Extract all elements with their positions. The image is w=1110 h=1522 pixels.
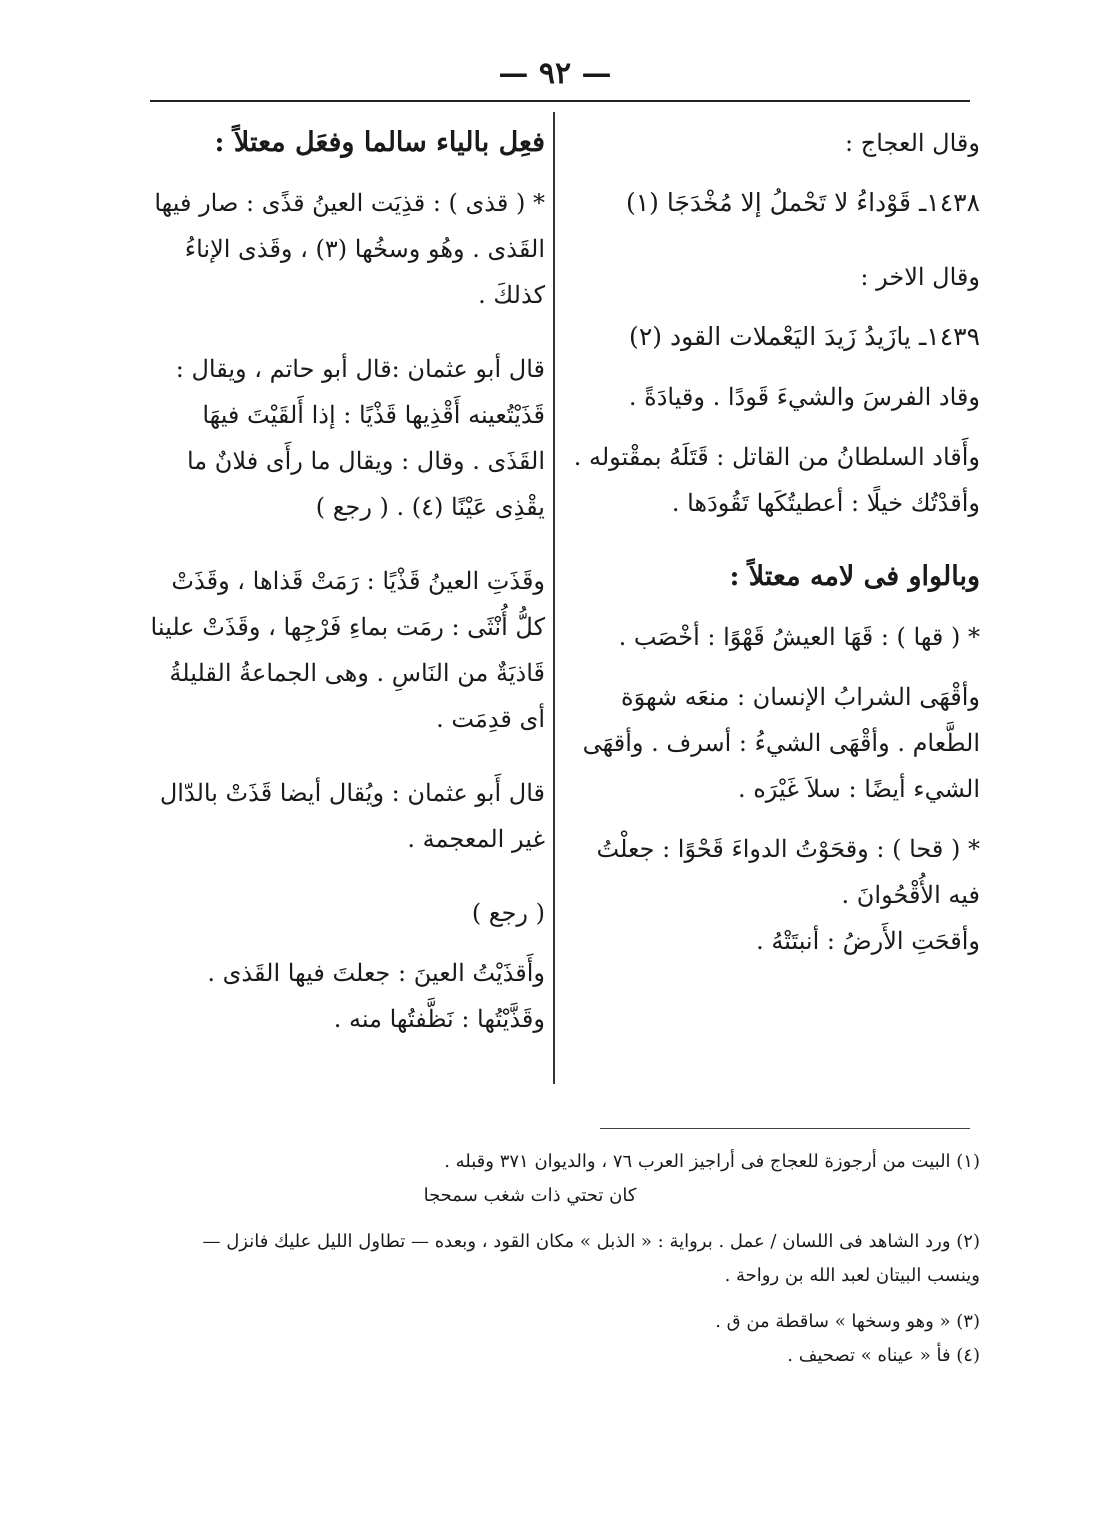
footnote-2: (٢) ورد الشاهد فى اللسان / عمل . برواية : « الذبل » مكان القود ، وبعده — تطاول الليل عليك فانزل — وينسب البيتان لعبد الله بن رواحة . xyxy=(202,1231,980,1286)
header-rule xyxy=(150,100,970,102)
paragraph: ( رجع ) xyxy=(471,899,545,927)
paragraph: وأَقاد السلطانُ من القاتل : قَتَلَهُ بمقْتوله . وأقدْتُك خيلًا : أعطيتُكَها تَقُودَها . xyxy=(573,443,980,517)
verse-1439: ١٤٣٩ـ يازَيدُ زَيدَ اليَعْملات القود (٢) xyxy=(629,322,980,351)
paragraph: وقاد الفرسَ والشيءَ قَودًا . وقيادَةً . xyxy=(628,383,980,411)
verse-1438: ١٤٣٨ـ قَوْداءُ لا تَحْملُ إلا مُخْدَجَا (١) xyxy=(625,188,980,217)
paragraph: قال أبو عثمان :قال أبو حاتم ، ويقال : قَذَيْتُعينه أَقْذِيها قَذْيًا : إذا أَلقَيْتَ فيهَا القَذَى . وقال : ويقال ما رأَى فلانٌ ما يقْذِى عَيْنًا (٤) . ( رجع ) xyxy=(175,355,545,521)
footnote-1: (١) البيت من أرجوزة للعجاج فى أراجيز العرب ٧٦ ، والديوان ٣٧١ وقبله . xyxy=(444,1151,980,1172)
right-column xyxy=(572,120,980,964)
paragraph: قال أَبو عثمان : ويُقال أيضا قَذَتْ بالدّال غير المعجمة . xyxy=(159,779,545,853)
footnotes xyxy=(170,1145,980,1373)
paragraph: وقال الاخر : xyxy=(860,263,980,291)
paragraph: وقَذَتِ العينُ قَذْيًا : رَمَتْ قَذاها ، وقَذَتْ كلُّ أُنْثَى : رمَت بماءِ فَرْجِها ، وقَذَتْ علينا قَاذيَةٌ من النَاسِ . وهى الجماعةُ القليلةُ أى قدِمَت . xyxy=(150,567,545,733)
footnote-4: (٤) فأ « عيناه » تصحيف . xyxy=(787,1345,980,1366)
paragraph: وأقحَتِ الأَرضُ : أنبتَتْهُ . xyxy=(756,927,980,955)
entry-qaha2: * ( قحا ) : وقحَوْتُ الدواءَ قَحْوًا : جعلْتُ فيه الأُقْحُوانَ . xyxy=(596,835,980,909)
paragraph: وقال العجاج : xyxy=(844,129,980,157)
footnote-3: (٣) « وهو وسخها » ساقطة من ق . xyxy=(715,1311,980,1332)
paragraph: وأقْهَى الشرابُ الإنسان : منعَه شهوَة الطَّعام . وأقْهَى الشيءُ : أسرف . وأقهَى الشيء أيضًا : سلاَ غَيْرَه . xyxy=(582,683,980,803)
footnote-rule xyxy=(600,1128,970,1129)
page-number: — ٩٢ — xyxy=(498,56,612,91)
entry-qaha: * ( قها ) : قَهَا العيشُ قَهْوًا : أخْصَب . xyxy=(618,623,980,651)
footnote-1-verse: كان تحتي ذات شغب سمحجا xyxy=(423,1185,637,1206)
entry-qadha: * ( قذى ) : قذِيَت العينُ قذًى : صار فيها القَذى . وهُو وسخُها (٣) ، وقَذى الإناءُ كذلكَ . xyxy=(154,189,545,309)
section-heading: فعِل بالياء سالما وفعَل معتلاً : xyxy=(214,127,545,158)
column-divider xyxy=(553,112,555,1084)
paragraph: وأَقذَيْتُ العينَ : جعلتَ فيها القَذى . وقَذَّيْتُها : نَظَّفتُها منه . xyxy=(207,959,545,1033)
section-heading: وبالواو فى لامه معتلاً : xyxy=(729,561,980,592)
left-column xyxy=(150,120,545,1042)
